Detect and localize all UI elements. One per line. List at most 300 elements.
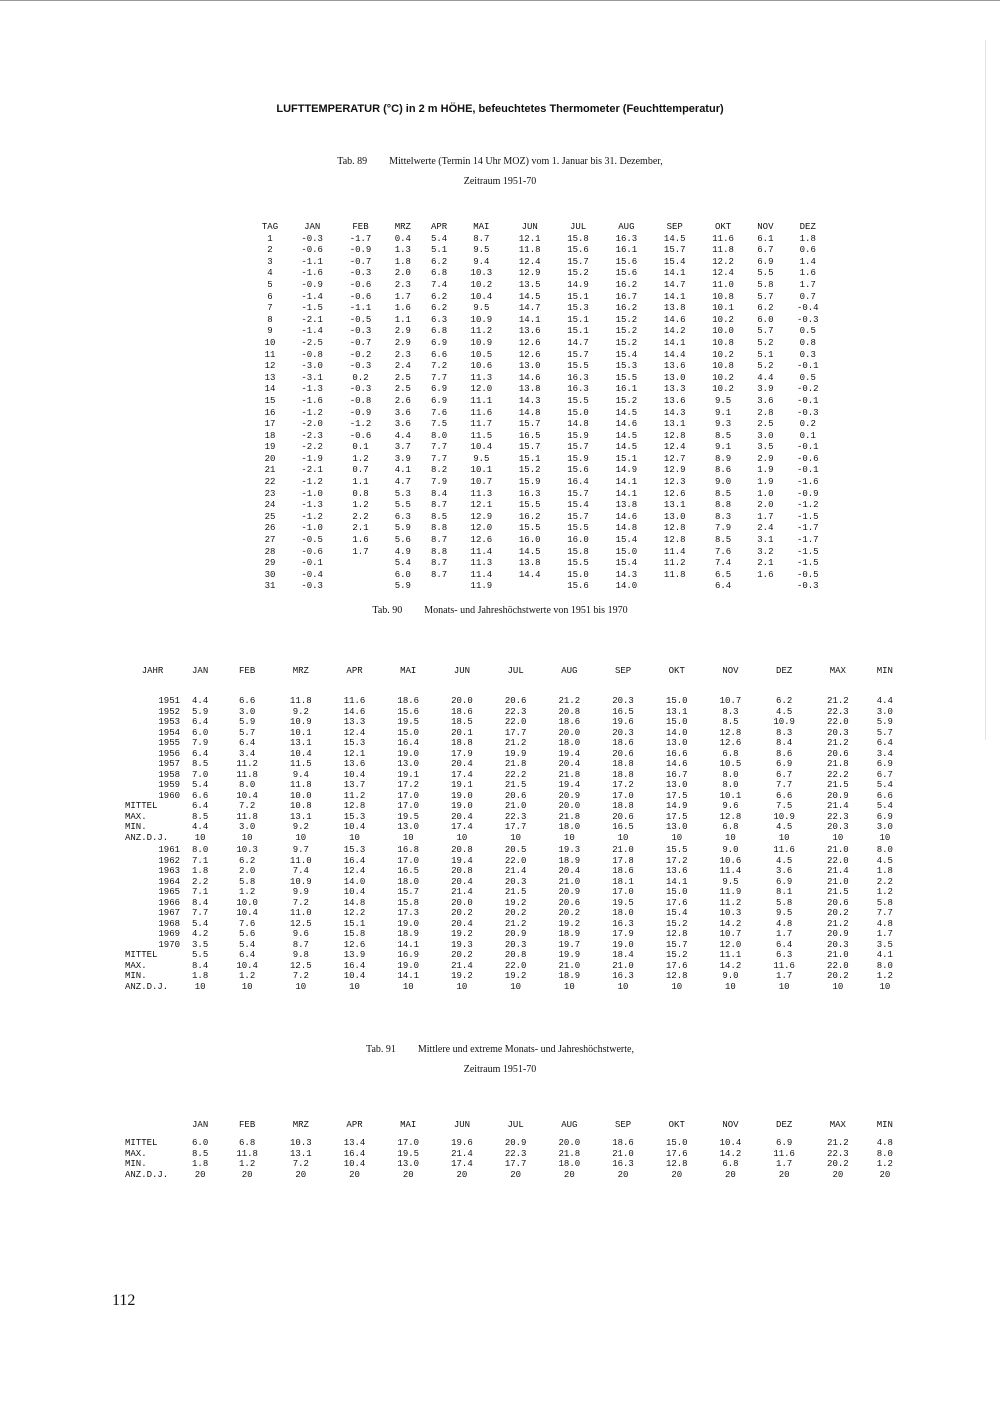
table-cell: 17.0 xyxy=(397,1138,420,1148)
table-cell: 10.4 xyxy=(343,971,366,981)
table-cell: 11.3 xyxy=(470,372,493,383)
table-cell: 20.9 xyxy=(558,790,581,801)
tab89-table xyxy=(252,222,832,593)
table-cell: 3.0 xyxy=(757,430,774,441)
table-cell: 20.4 xyxy=(451,876,473,887)
table-cell: -0.6 xyxy=(301,245,323,256)
table-row xyxy=(125,749,905,760)
table-cell: 21.0 xyxy=(827,950,849,960)
table-row xyxy=(252,257,832,269)
table-cell: 16.6 xyxy=(665,748,688,759)
table-cell: -1.2 xyxy=(349,419,372,430)
table-cell: -1.1 xyxy=(301,256,323,267)
table-row xyxy=(252,489,832,501)
table-cell: 15.2 xyxy=(567,268,589,279)
table-cell: 7.9 xyxy=(192,738,209,748)
table-cell: 20.2 xyxy=(451,908,473,918)
table-cell: 19.3 xyxy=(451,939,473,950)
table-cell: 11.9 xyxy=(719,887,742,897)
table-cell: 16.4 xyxy=(397,738,420,748)
table-cell: 22.0 xyxy=(504,960,527,971)
table-cell: 15.0 xyxy=(665,887,688,897)
column-header: NOV xyxy=(722,1120,739,1130)
table-cell: 22.3 xyxy=(827,706,849,717)
table-cell: 6.2 xyxy=(757,303,774,314)
table-cell xyxy=(747,581,783,593)
column-header: JAN xyxy=(192,1120,209,1130)
table-cell: 13.7 xyxy=(343,780,366,790)
table-cell: 6.0 xyxy=(394,569,411,580)
table-cell: 18.8 xyxy=(451,738,473,748)
table-cell: 4.4 xyxy=(876,696,893,706)
scan-top-edge xyxy=(0,0,1000,1)
table-cell: 11.6 xyxy=(343,696,366,706)
table-cell: 3.0 xyxy=(239,706,256,717)
table-cell: 15.8 xyxy=(397,897,420,908)
column-header: AUG xyxy=(561,666,578,676)
table-cell: 7.7 xyxy=(192,908,209,918)
table-cell: 10 xyxy=(510,981,522,992)
table-cell: 13.6 xyxy=(518,326,541,337)
table-cell: 6.9 xyxy=(776,876,793,887)
table-cell: 17.7 xyxy=(504,1159,527,1169)
table-cell: 11.8 xyxy=(290,696,312,706)
table-cell: 10.8 xyxy=(712,361,734,372)
table-cell: 6.4 xyxy=(192,717,209,727)
table-cell: 11.2 xyxy=(470,326,493,337)
table-row xyxy=(252,454,832,466)
table-cell: 11.6 xyxy=(773,960,795,971)
table-cell: 15.9 xyxy=(518,477,541,488)
table-cell: 20.6 xyxy=(504,790,527,801)
table-cell: 13.3 xyxy=(343,717,366,727)
table-cell: 9.0 xyxy=(722,845,739,855)
row-label: MITTEL xyxy=(125,801,158,811)
row-label: 1957 xyxy=(158,759,180,769)
table-cell: 10.0 xyxy=(712,326,734,337)
table-cell: -0.6 xyxy=(349,279,372,290)
table-cell: 10.4 xyxy=(343,769,366,780)
table-cell: 20.0 xyxy=(558,801,581,811)
table-cell: 21.8 xyxy=(558,769,581,780)
table-cell: 4.9 xyxy=(394,546,411,557)
table-cell: 20.8 xyxy=(504,950,527,960)
table-cell: 6.4 xyxy=(192,748,209,759)
table-cell: 6.0 xyxy=(757,314,774,325)
table-cell: 13.6 xyxy=(343,759,366,769)
table-cell: 1.2 xyxy=(239,971,256,981)
table-cell: 8.9 xyxy=(714,453,732,464)
table-cell: -0.1 xyxy=(796,442,819,453)
table-cell: 12.8 xyxy=(719,811,742,822)
table-cell: 18.5 xyxy=(451,717,473,727)
table-cell: 13.1 xyxy=(663,419,686,430)
table-cell: 16.5 xyxy=(612,706,634,717)
table-cell: -3.1 xyxy=(301,372,323,383)
table-cell: 20.6 xyxy=(612,748,634,759)
table-cell: 11.8 xyxy=(236,811,258,822)
table-cell: -1.2 xyxy=(301,477,323,488)
table-cell: -1.6 xyxy=(301,395,323,406)
table-cell: 11.3 xyxy=(470,558,493,569)
table-cell: 22.0 xyxy=(504,855,527,866)
table-cell: 14.1 xyxy=(397,939,420,950)
table-row xyxy=(252,547,832,559)
table-cell: 10 xyxy=(563,981,575,992)
table-cell: 8.8 xyxy=(430,546,448,557)
table-cell: -0.7 xyxy=(349,256,372,267)
row-label: 5 xyxy=(267,279,273,290)
table-cell: 20.4 xyxy=(451,759,473,769)
table-cell: 17.6 xyxy=(665,1148,688,1159)
table-cell: 10.4 xyxy=(290,748,312,759)
table-cell: 14.1 xyxy=(663,268,686,279)
table-cell: -1.5 xyxy=(796,511,819,522)
table-cell: 20 xyxy=(671,1169,683,1180)
table-cell: 12.6 xyxy=(719,738,742,748)
table-cell: -1.3 xyxy=(301,384,323,395)
table-row xyxy=(252,419,832,431)
table-row xyxy=(252,500,832,512)
table-cell: 7.2 xyxy=(292,897,309,908)
table-cell: 9.4 xyxy=(473,256,490,267)
table-cell: 8.6 xyxy=(714,465,732,476)
tab90-table-1951-1960 xyxy=(125,666,905,843)
table-cell: 20 xyxy=(725,1169,736,1180)
table-cell: 6.4 xyxy=(192,801,209,811)
table-cell: 6.9 xyxy=(876,759,893,769)
table-cell: 15.2 xyxy=(615,337,638,348)
table-cell: 20.0 xyxy=(451,897,473,908)
table-cell: 15.7 xyxy=(567,349,589,360)
table-cell: 10.3 xyxy=(236,845,258,855)
table-cell: 14.6 xyxy=(615,419,638,430)
table-cell: 15.2 xyxy=(518,465,541,476)
table-cell: 13.1 xyxy=(290,1148,312,1159)
table-cell: 8.0 xyxy=(430,430,448,441)
table-cell: 12.6 xyxy=(518,349,541,360)
table-cell: 10 xyxy=(879,981,891,992)
table-cell: 15.2 xyxy=(615,314,638,325)
table-cell: 8.6 xyxy=(776,748,793,759)
tab91-caption-text: Mittlere und extreme Monats- und Jahreshöchstwerte, xyxy=(417,1044,634,1055)
table-cell: 21.8 xyxy=(558,811,581,822)
table-cell: 9.9 xyxy=(292,887,309,897)
table-cell: 5.4 xyxy=(876,801,893,811)
table-cell: 11.8 xyxy=(518,245,541,256)
table-cell: 15.0 xyxy=(615,546,638,557)
table-cell: 19.2 xyxy=(504,971,527,981)
table-cell: 17.2 xyxy=(397,780,420,790)
table-row xyxy=(252,292,832,304)
row-label: 24 xyxy=(264,500,276,511)
table-row xyxy=(252,384,832,396)
table-cell: 5.4 xyxy=(239,939,256,950)
column-header: SEP xyxy=(666,222,683,232)
table-cell: 18.9 xyxy=(558,855,581,866)
table-cell: 13.8 xyxy=(518,558,541,569)
table-cell: 8.5 xyxy=(722,717,739,727)
table-cell: 22.3 xyxy=(504,706,527,717)
row-label: 11 xyxy=(264,349,276,360)
table-cell: 6.6 xyxy=(430,349,448,360)
table-cell: 14.0 xyxy=(343,876,366,887)
row-label: 1968 xyxy=(158,918,180,929)
table-row xyxy=(252,361,832,373)
table-cell: -0.6 xyxy=(349,430,372,441)
table-cell: 9.5 xyxy=(473,245,490,256)
table-cell: 20.0 xyxy=(558,727,581,738)
table-cell: 2.3 xyxy=(394,279,411,290)
table-cell: 1.6 xyxy=(799,268,816,279)
table-row xyxy=(125,929,905,940)
table-cell: 21.0 xyxy=(827,876,849,887)
table-cell: 22.0 xyxy=(827,717,849,727)
table-cell: 1.4 xyxy=(799,256,816,267)
table-cell: 11.2 xyxy=(343,790,366,801)
table-row xyxy=(125,780,905,791)
table-cell: 4.8 xyxy=(876,918,893,929)
column-header: TAG xyxy=(261,222,279,232)
table-cell: 3.7 xyxy=(394,442,411,453)
table-cell: 0.2 xyxy=(799,419,816,430)
table-cell: 19.4 xyxy=(451,855,473,866)
table-cell: 18.9 xyxy=(558,971,581,981)
table-cell: 7.9 xyxy=(714,523,732,534)
table-row xyxy=(125,971,905,982)
table-cell: 1.6 xyxy=(394,303,411,314)
table-cell: 6.8 xyxy=(722,822,739,832)
table-cell: 1.9 xyxy=(757,465,774,476)
table-cell: 11.0 xyxy=(290,855,312,866)
table-cell: 9.6 xyxy=(722,801,739,811)
table-cell: 20.6 xyxy=(558,897,581,908)
table-cell: 15.6 xyxy=(615,268,638,279)
table-cell: 6.9 xyxy=(757,256,774,267)
table-cell: 13.1 xyxy=(663,500,686,511)
table-cell: 10 xyxy=(778,832,790,843)
table-cell: 20.2 xyxy=(827,1159,849,1169)
table-cell: 0.1 xyxy=(799,430,816,441)
table-cell: 10 xyxy=(295,981,307,992)
table-cell: 20.2 xyxy=(827,971,849,981)
table-cell: 13.8 xyxy=(663,303,686,314)
table-cell: 20.3 xyxy=(827,939,849,950)
table-cell: 20.4 xyxy=(451,918,473,929)
table-cell: 11.9 xyxy=(470,581,493,592)
table-cell: 18.8 xyxy=(612,759,634,769)
table-cell: 22.0 xyxy=(827,960,849,971)
table-cell xyxy=(336,570,384,582)
table-cell: 2.1 xyxy=(352,523,369,534)
table-cell: 10.4 xyxy=(236,790,258,801)
table-cell: 15.0 xyxy=(567,407,589,418)
table-cell: 8.3 xyxy=(722,706,739,717)
table-cell: -0.3 xyxy=(301,581,323,592)
table-cell: 6.5 xyxy=(714,569,732,580)
row-label: 7 xyxy=(267,303,273,314)
table-cell: 16.3 xyxy=(567,384,589,395)
row-label: 1961 xyxy=(158,845,180,855)
table-cell: 10.4 xyxy=(470,291,493,302)
table-cell: -1.2 xyxy=(301,511,323,522)
column-header: SEP xyxy=(614,666,632,676)
tab90-body-2 xyxy=(125,845,905,992)
table-cell: 8.7 xyxy=(430,558,448,569)
row-label: 14 xyxy=(264,384,276,395)
table-cell: 8.4 xyxy=(192,960,209,971)
table-cell: 18.8 xyxy=(612,769,634,780)
table-cell: 6.3 xyxy=(776,950,793,960)
table-cell: 7.4 xyxy=(430,279,448,290)
table-cell: 8.0 xyxy=(722,780,739,790)
table-cell: 13.8 xyxy=(615,500,638,511)
table-cell: 2.2 xyxy=(876,876,893,887)
table-cell: 21.8 xyxy=(504,759,527,769)
row-label: ANZ.D.J. xyxy=(125,981,169,992)
table-cell: 5.4 xyxy=(394,558,411,569)
table-cell: 5.9 xyxy=(239,717,256,727)
table-cell: 6.4 xyxy=(714,581,732,592)
table-cell: 3.1 xyxy=(757,535,774,546)
table-cell: 12.8 xyxy=(663,430,686,441)
table-cell: 10 xyxy=(402,981,414,992)
table-cell: 5.8 xyxy=(876,897,893,908)
table-cell: 1.8 xyxy=(876,866,893,876)
tab90-table-1961-1970 xyxy=(125,845,905,992)
row-label: 8 xyxy=(267,314,273,325)
table-cell: 15.2 xyxy=(665,950,688,960)
table-cell: 8.0 xyxy=(876,960,893,971)
table-cell: 16.8 xyxy=(397,845,420,855)
table-cell: 15.2 xyxy=(665,918,688,929)
table-cell: 2.9 xyxy=(757,453,774,464)
table-cell: 1.8 xyxy=(192,866,209,876)
table-cell: 1.2 xyxy=(352,453,369,464)
table-cell: 15.6 xyxy=(567,465,589,476)
table-cell: 16.3 xyxy=(612,1159,634,1169)
table-cell: 13.0 xyxy=(397,822,420,832)
tab91-caption xyxy=(0,1044,1000,1055)
table-cell: 8.3 xyxy=(776,727,793,738)
table-cell: 14.7 xyxy=(567,337,589,348)
table-cell: 17.0 xyxy=(397,855,420,866)
table-cell xyxy=(651,581,699,593)
table-cell: -0.1 xyxy=(301,558,323,569)
row-label: 10 xyxy=(264,337,276,348)
table-cell: -1.4 xyxy=(301,326,323,337)
table-cell: 17.7 xyxy=(504,822,527,832)
table-cell: -0.3 xyxy=(301,233,323,244)
table-cell: -0.6 xyxy=(349,291,372,302)
table-cell: 16.3 xyxy=(567,372,589,383)
table-cell: 12.1 xyxy=(518,233,541,244)
table-cell: -0.1 xyxy=(796,395,819,406)
column-header: JAHR xyxy=(141,666,164,676)
table-row xyxy=(252,268,832,280)
table-cell: 8.2 xyxy=(430,465,448,476)
table-cell: -0.3 xyxy=(796,407,819,418)
table-cell: 4.5 xyxy=(876,855,893,866)
table-cell: 16.3 xyxy=(615,233,638,244)
table-cell: 15.7 xyxy=(663,245,686,256)
table-cell: 20 xyxy=(241,1169,253,1180)
table-cell: -1.7 xyxy=(796,523,819,534)
table-cell: 17.2 xyxy=(612,780,634,790)
row-label: 1967 xyxy=(158,908,180,918)
table-cell: 7.6 xyxy=(714,546,732,557)
table-cell: 2.9 xyxy=(394,326,411,337)
table-cell: 10 xyxy=(617,981,629,992)
table-cell: 3.4 xyxy=(239,748,256,759)
table-cell: 0.3 xyxy=(799,349,816,360)
table-cell: 11.8 xyxy=(290,780,312,790)
table-cell: 15.0 xyxy=(567,569,589,580)
row-label: 2 xyxy=(267,245,273,256)
table-cell: -1.2 xyxy=(796,500,819,511)
table-cell: 8.3 xyxy=(714,511,732,522)
table-cell: -0.5 xyxy=(349,314,372,325)
table-cell: 22.3 xyxy=(504,1148,527,1159)
table-cell: 21.5 xyxy=(504,780,527,790)
table-cell: 14.6 xyxy=(663,314,686,325)
column-header: MAX xyxy=(829,666,846,676)
table-cell: 15.5 xyxy=(518,523,541,534)
table-row xyxy=(252,431,832,443)
table-cell: -0.9 xyxy=(349,407,372,418)
row-label: 1965 xyxy=(158,887,180,897)
table-cell: 20 xyxy=(879,1169,891,1180)
table-cell: 21.2 xyxy=(558,696,581,706)
table-cell: 21.4 xyxy=(504,866,527,876)
table-cell: 19.3 xyxy=(558,845,581,855)
row-label: 20 xyxy=(264,453,276,464)
table-cell: 6.7 xyxy=(876,769,893,780)
table-cell: 5.2 xyxy=(757,361,774,372)
table-cell: 16.2 xyxy=(615,303,638,314)
column-header xyxy=(125,1120,180,1138)
tab90-header-row xyxy=(125,666,905,696)
table-cell: 20.2 xyxy=(504,908,527,918)
table-cell: 21.4 xyxy=(827,801,849,811)
table-cell: 10 xyxy=(832,832,844,843)
table-cell: 10.9 xyxy=(773,811,795,822)
table-row xyxy=(125,1138,905,1149)
table-cell: 21.0 xyxy=(612,960,634,971)
table-row xyxy=(125,950,905,961)
table-cell: 6.1 xyxy=(757,233,774,244)
table-cell: 17.0 xyxy=(612,887,634,897)
table-cell: 8.0 xyxy=(876,845,893,855)
table-row xyxy=(252,303,832,315)
column-header: MAI xyxy=(400,1120,417,1130)
table-cell: 6.8 xyxy=(722,1159,739,1169)
table-cell: 20.2 xyxy=(558,908,581,918)
table-cell: 20.6 xyxy=(827,897,849,908)
table-cell: 14.3 xyxy=(663,407,686,418)
table-cell: 15.1 xyxy=(343,918,366,929)
column-header: AUG xyxy=(618,222,635,232)
table-cell: 10.1 xyxy=(712,303,734,314)
table-cell: 10.0 xyxy=(236,897,258,908)
column-header: JUL xyxy=(569,222,587,232)
table-cell: 6.2 xyxy=(430,303,448,314)
table-cell: 20.2 xyxy=(451,950,473,960)
table-cell: 7.7 xyxy=(430,372,448,383)
table-cell: 5.8 xyxy=(776,897,793,908)
table-cell: 14.9 xyxy=(665,801,688,811)
table-cell: 10.2 xyxy=(712,314,734,325)
